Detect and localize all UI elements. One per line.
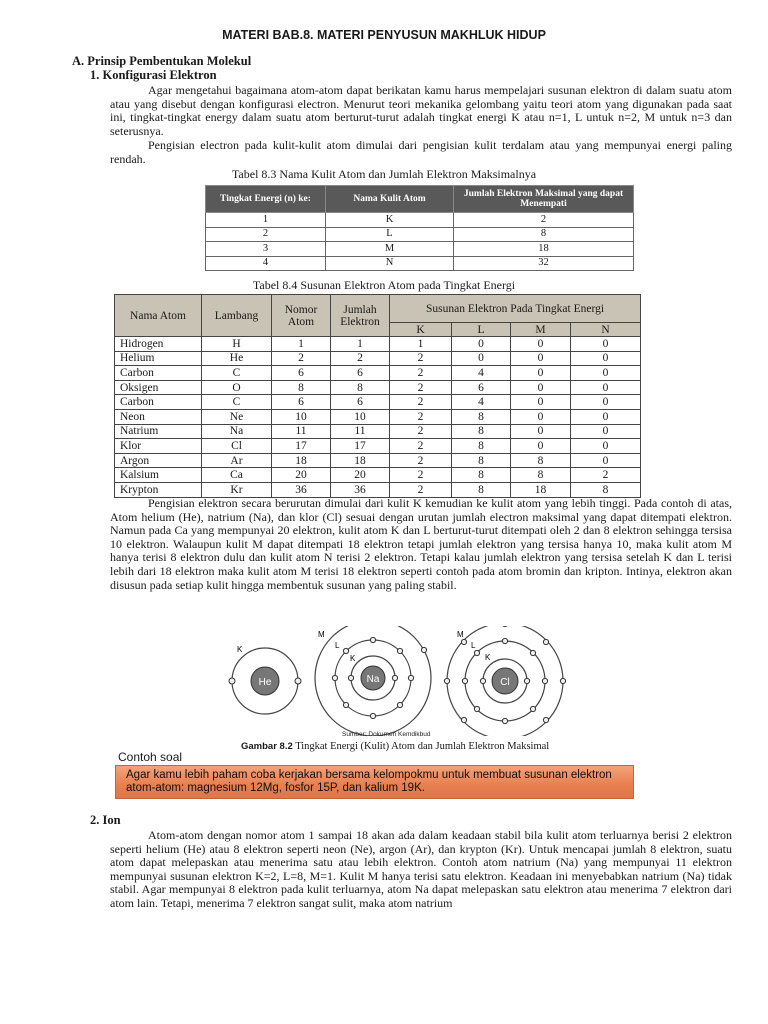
- svg-text:L: L: [335, 641, 340, 650]
- section-heading-a: A. Prinsip Pembentukan Molekul: [72, 54, 252, 68]
- table-cell: 11: [331, 424, 390, 439]
- table-cell: 0: [452, 337, 511, 352]
- table-cell: Ne: [202, 409, 272, 424]
- column-header: Nama Atom: [115, 295, 202, 337]
- table-cell: 6: [452, 380, 511, 395]
- table-cell: 2: [454, 213, 634, 228]
- column-header: Tingkat Energi (n) ke:: [206, 186, 326, 213]
- table-shell-names: [205, 185, 634, 271]
- table-row: [115, 409, 641, 424]
- table-cell: 6: [331, 366, 390, 381]
- table-cell: 0: [571, 337, 641, 352]
- table-cell: 2: [206, 227, 326, 242]
- paragraph-3: Pengisian elektron secara berurutan dimulai dari kulit K kemudian ke kulit atom yang lebih tinggi. Pada contoh di atas, Atom helium (He), natrium (Na), dan klor (Cl) sesuai dengan urutan jumlah electron maksimal yang dapat ditempati elektron. Namun pada Ca yang mempunyai 20 elektron, kulit atom K dan L berturut-turut ditempati oleh 2 dan 8 elektron sehingga tersisa 10 elektron. Walaupun kulit M dapat ditempati 18 elektron tetapi jumlah elektron yang tersisa hanya 10, maka kulit atom M hanya terisi 8 elektron dulu dan kulit atom N terisi 2 elektron. Tetapi kalau jumlah elektron yang tersisa setelah K dan L terisi lebih dari 18 elektron maka kulit atom M terisi 18 elektron seperti contoh pada atom bromin dan kripton. Intinya, elektron akan disusun pada setiap kulit hingga membentuk susunan yang paling stabil.: [110, 496, 732, 592]
- sodium-atom: [315, 626, 431, 736]
- svg-text:K: K: [485, 653, 491, 662]
- table-cell: 18: [454, 242, 634, 257]
- table-cell: 4: [206, 256, 326, 271]
- table-cell: 0: [511, 409, 571, 424]
- example-box: Agar kamu lebih paham coba kerjakan bersama kelompokmu untuk membuat susunan elektron atom-atom: magnesium 12Mg, fosfor 15P, dan kalium 19K.: [115, 765, 634, 799]
- table-cell: 0: [571, 424, 641, 439]
- table-cell: 2: [390, 482, 452, 497]
- table-cell: K: [326, 213, 454, 228]
- table-cell: 36: [331, 482, 390, 497]
- table-cell: Helium: [115, 351, 202, 366]
- table-electron-configuration: [114, 294, 641, 498]
- table-cell: Carbon: [115, 395, 202, 410]
- shell-header: M: [511, 323, 571, 337]
- table-cell: 4: [452, 395, 511, 410]
- table-cell: 0: [571, 351, 641, 366]
- table-cell: 0: [511, 424, 571, 439]
- table-cell: 0: [571, 395, 641, 410]
- table-cell: Krypton: [115, 482, 202, 497]
- table-cell: Kalsium: [115, 468, 202, 483]
- table-cell: 20: [331, 468, 390, 483]
- svg-text:Cl: Cl: [500, 677, 510, 688]
- table-cell: 18: [272, 453, 331, 468]
- svg-text:M: M: [457, 630, 464, 639]
- table-cell: 0: [511, 439, 571, 454]
- table-cell: 8: [511, 468, 571, 483]
- table-cell: 0: [511, 337, 571, 352]
- table-cell: 6: [272, 395, 331, 410]
- table-cell: 0: [452, 351, 511, 366]
- table-cell: 1: [331, 337, 390, 352]
- svg-text:M: M: [318, 630, 325, 639]
- helium-atom: [229, 645, 301, 714]
- table-cell: N: [326, 256, 454, 271]
- table-cell: 11: [272, 424, 331, 439]
- table-cell: 20: [272, 468, 331, 483]
- table-cell: 2: [390, 424, 452, 439]
- table-cell: 0: [511, 380, 571, 395]
- table-cell: 8: [452, 453, 511, 468]
- table-cell: 0: [571, 409, 641, 424]
- table-cell: Ar: [202, 453, 272, 468]
- example-label: Contoh soal: [118, 750, 183, 764]
- column-header: Nomor Atom: [272, 295, 331, 337]
- table-cell: 0: [511, 351, 571, 366]
- svg-text:K: K: [350, 654, 356, 663]
- table-cell: Carbon: [115, 366, 202, 381]
- table-cell: He: [202, 351, 272, 366]
- table-cell: 2: [390, 468, 452, 483]
- table-cell: 8: [454, 227, 634, 242]
- table-cell: Cl: [202, 439, 272, 454]
- table-cell: 0: [571, 366, 641, 381]
- table-cell: Ca: [202, 468, 272, 483]
- table-cell: 8: [571, 482, 641, 497]
- svg-text:L: L: [471, 641, 476, 650]
- table-cell: 2: [390, 395, 452, 410]
- table-cell: 0: [571, 439, 641, 454]
- table-cell: M: [326, 242, 454, 257]
- table-cell: 2: [272, 351, 331, 366]
- column-header-group: Susunan Elektron Pada Tingkat Energi: [390, 295, 641, 323]
- subsection-heading-2: 2. Ion: [90, 813, 121, 827]
- table-cell: C: [202, 395, 272, 410]
- table-cell: 0: [571, 380, 641, 395]
- table-2-caption: Tabel 8.4 Susunan Elektron Atom pada Tingkat Energi: [252, 278, 516, 292]
- table-cell: 36: [272, 482, 331, 497]
- table-cell: 18: [511, 482, 571, 497]
- table-cell: 2: [390, 380, 452, 395]
- svg-text:He: He: [258, 677, 272, 688]
- table-cell: Hidrogen: [115, 337, 202, 352]
- table-cell: 3: [206, 242, 326, 257]
- table-row: [206, 242, 634, 257]
- table-row: [115, 395, 641, 410]
- table-cell: 10: [272, 409, 331, 424]
- table-cell: 17: [331, 439, 390, 454]
- table-row: [115, 424, 641, 439]
- table-cell: 2: [390, 366, 452, 381]
- column-header: Jumlah Elektron Maksimal yang dapat Menempati: [454, 186, 634, 213]
- table-cell: O: [202, 380, 272, 395]
- column-header: Jumlah Elektron: [331, 295, 390, 337]
- table-cell: 0: [511, 395, 571, 410]
- figure-source: Sumber: Dokumen Kemdikbud: [342, 731, 431, 738]
- table-cell: 32: [454, 256, 634, 271]
- table-cell: 2: [331, 351, 390, 366]
- shell-header: N: [571, 323, 641, 337]
- table-row: [115, 482, 641, 497]
- table-row: [206, 256, 634, 271]
- table-cell: 8: [452, 409, 511, 424]
- document-title: MATERI BAB.8. MATERI PENYUSUN MAKHLUK HIDUP: [222, 28, 546, 42]
- table-cell: Na: [202, 424, 272, 439]
- table-cell: 2: [390, 453, 452, 468]
- table-cell: L: [326, 227, 454, 242]
- table-cell: 8: [511, 453, 571, 468]
- table-cell: Neon: [115, 409, 202, 424]
- table-cell: 10: [331, 409, 390, 424]
- atom-shell-diagram: [225, 626, 590, 736]
- table-cell: Natrium: [115, 424, 202, 439]
- table-cell: 8: [452, 468, 511, 483]
- table-cell: 2: [390, 351, 452, 366]
- table-cell: 8: [452, 482, 511, 497]
- table-row: [206, 213, 634, 228]
- table-cell: 1: [390, 337, 452, 352]
- svg-text:Na: Na: [366, 674, 380, 685]
- table-cell: Oksigen: [115, 380, 202, 395]
- table-row: [115, 351, 641, 366]
- table-cell: 8: [452, 424, 511, 439]
- table-cell: 18: [331, 453, 390, 468]
- subsection-heading-1: 1. Konfigurasi Elektron: [90, 68, 217, 82]
- table-cell: 8: [452, 439, 511, 454]
- table-row: [115, 337, 641, 352]
- shell-header: L: [452, 323, 511, 337]
- table-cell: H: [202, 337, 272, 352]
- table-row: [115, 468, 641, 483]
- column-header: Lambang: [202, 295, 272, 337]
- figure-caption: Gambar 8.2 Tingkat Energi (Kulit) Atom dan Jumlah Elektron Maksimal: [241, 741, 550, 752]
- column-header: Nama Kulit Atom: [326, 186, 454, 213]
- table-cell: 6: [331, 395, 390, 410]
- table-cell: 8: [272, 380, 331, 395]
- table-row: [115, 366, 641, 381]
- table-row: [115, 453, 641, 468]
- table-row: [206, 227, 634, 242]
- chlorine-atom: [444, 626, 565, 736]
- paragraph-2: Pengisian electron pada kulit-kulit atom dimulai dari pengisian kulit terdalam atau yang mempunyai energi paling rendah.: [110, 138, 732, 166]
- table-cell: Klor: [115, 439, 202, 454]
- table-row: [115, 380, 641, 395]
- table-cell: 1: [206, 213, 326, 228]
- table-cell: 2: [571, 468, 641, 483]
- table-cell: C: [202, 366, 272, 381]
- table-cell: 17: [272, 439, 331, 454]
- paragraph-4: Atom-atom dengan nomor atom 1 sampai 18 akan ada dalam keadaan stabil bila kulit atom terluarnya berisi 2 elektron seperti helium (He) atau 8 elektron seperti neon (Ne), argon (Ar), dan krypton (Kr). Untuk mencapai jumlah 8 elektron, suatu atom dapat melepaskan atau menerima satu atau lebih elektron. Contoh atom natrium (Na) yang mempunyai 11 elektron mempunyai susunan elektron K=2, L=8, M=1. Kulit M hanya terisi satu elektron. Keadaan ini menyebabkan natrium (Na) tidak stabil. Agar mempunyai 8 elektron pada kulit terluarnya, atom Na dapat melepaskan satu elektron atau menerima 7 elektron dari atom lain. Tetapi, menerima 7 elektron sangat sulit, maka atom natrium: [110, 828, 732, 910]
- svg-text:K: K: [237, 645, 243, 654]
- table-cell: 0: [571, 453, 641, 468]
- table-cell: Kr: [202, 482, 272, 497]
- table-1-caption: Tabel 8.3 Nama Kulit Atom dan Jumlah Elektron Maksimalnya: [231, 167, 537, 181]
- table-cell: 2: [390, 409, 452, 424]
- table-cell: 0: [511, 366, 571, 381]
- table-cell: 6: [272, 366, 331, 381]
- table-row: [115, 439, 641, 454]
- table-cell: 1: [272, 337, 331, 352]
- table-cell: 4: [452, 366, 511, 381]
- paragraph-1: Agar mengetahui bagaimana atom-atom dapat berikatan kamu harus mempelajari susunan elektron di dalam suatu atom atau yang disebut dengan konfigurasi electron. Menurut teori mekanika gelombang yaitu teori atom yang digunakan pada saat ini, tingkat-tingkat energy dalam suatu atom berturut-turut adalah tingkat energi K atau n=1, L untuk n=2, M untuk n=3 dan seterusnya.: [110, 83, 732, 138]
- table-cell: 8: [331, 380, 390, 395]
- table-cell: 2: [390, 439, 452, 454]
- table-cell: Argon: [115, 453, 202, 468]
- shell-header: K: [390, 323, 452, 337]
